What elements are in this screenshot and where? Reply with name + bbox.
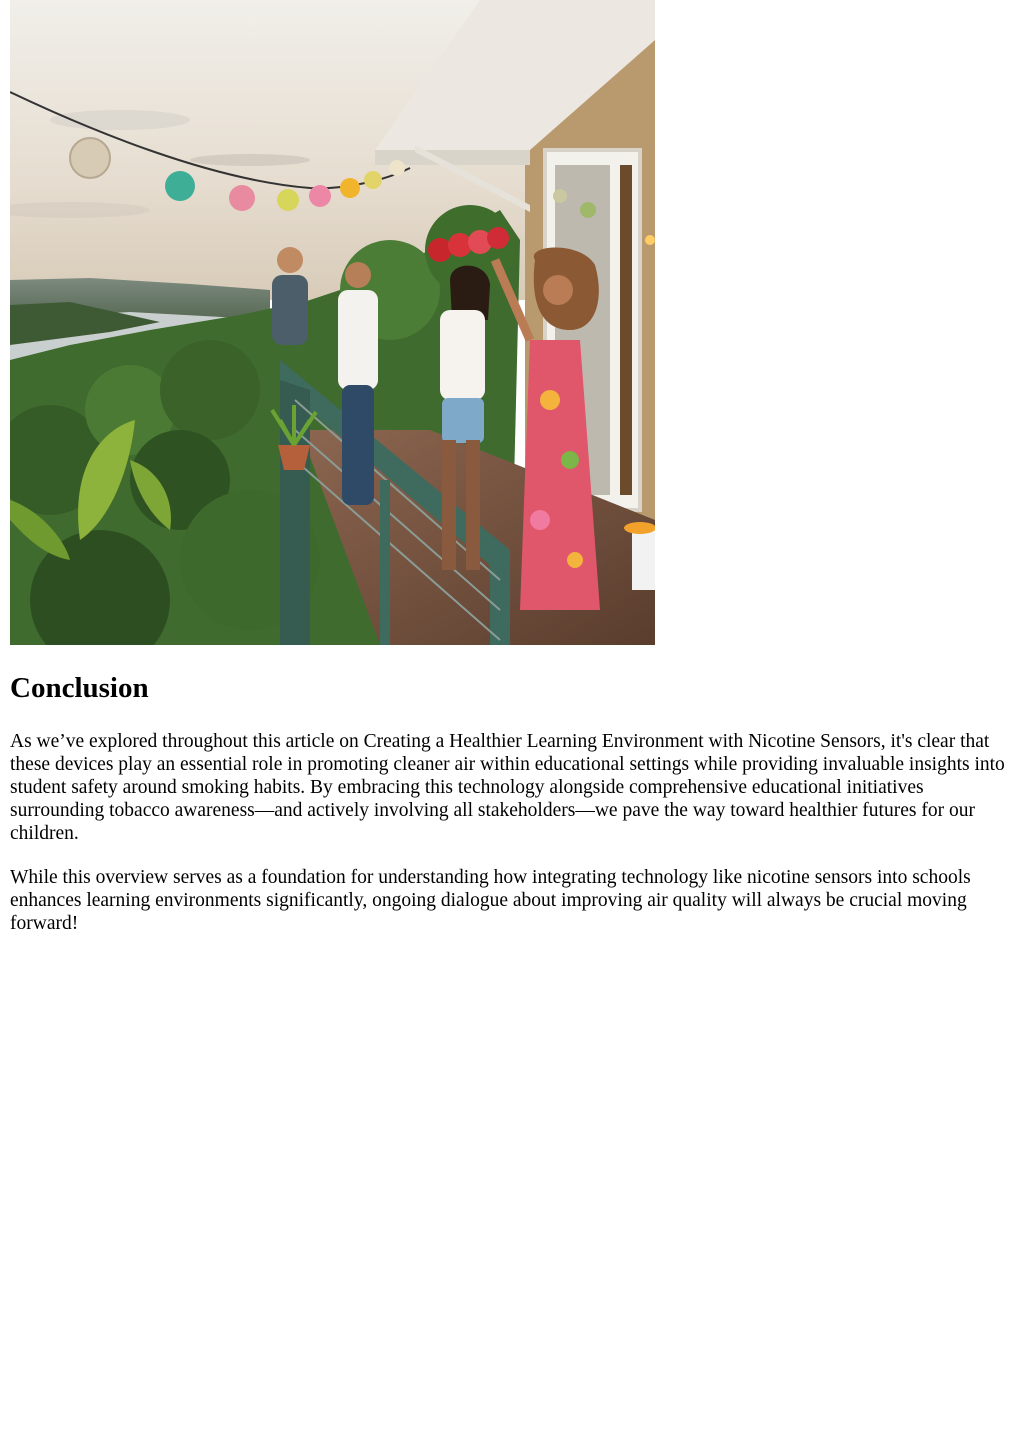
lantern-icon xyxy=(389,160,405,176)
lantern-icon xyxy=(309,185,331,207)
person-1 xyxy=(272,247,308,345)
article xyxy=(10,0,1014,935)
balcony-party-illustration xyxy=(10,0,655,645)
lantern-icon xyxy=(580,202,596,218)
lantern-icon xyxy=(553,189,567,203)
section-heading: Conclusion xyxy=(10,672,149,704)
lantern-icon xyxy=(340,178,360,198)
person-2 xyxy=(338,262,378,505)
paragraph: As we’ve explored throughout this article on Creating a Healthier Learning Environment with Nicotine Sensors, it's clear that these devices play an essential role in promoting cleaner air within educational settings while providing invaluable insights into student safety around smoking habits. By embracing this technology alongside comprehensive educational initiatives surrounding tobacco awareness—and actively involving all stakeholders—we pave the way toward healthier futures for our children. xyxy=(10,731,1005,844)
lantern-icon xyxy=(229,185,255,211)
paragraph: While this overview serves as a foundation for understanding how integrating technology like nicotine sensors into schools enhances learning environments significantly, ongoing dialogue about improving air quality will always be crucial moving forward! xyxy=(10,867,971,934)
lantern-icon xyxy=(364,171,382,189)
planter-box xyxy=(632,530,655,590)
balcony-party-photo xyxy=(10,0,655,645)
lantern-icon xyxy=(70,138,110,178)
lantern-icon xyxy=(165,171,195,201)
lantern-icon xyxy=(277,189,299,211)
